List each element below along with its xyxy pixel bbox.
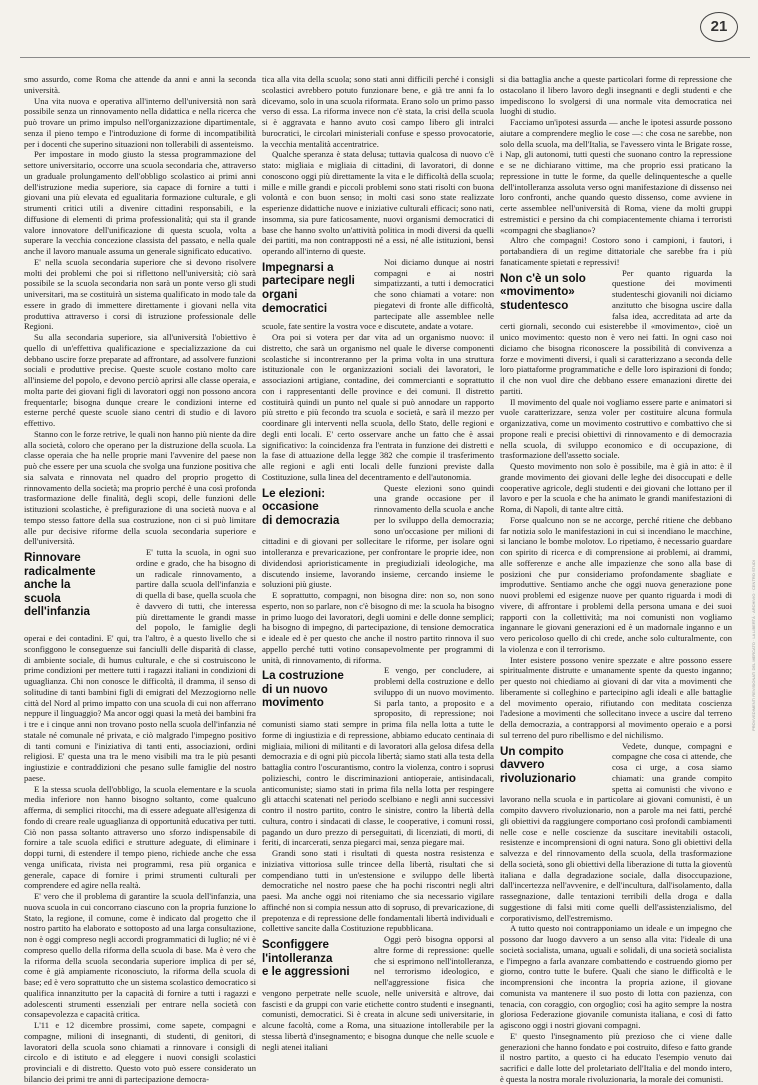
heading-line: l'intolleranza	[262, 951, 333, 965]
heading-line: partecipare negli	[262, 274, 355, 288]
paragraph: Su alla secondaria superiore, sia all'università l'obiettivo è quello di un'effettiva qualificazione e specializzazione da cui debbano uscire forze preparate ad affrontare, ad assolvere funzioni sociali e produttive precise. Queste scuole costano molto care all'insieme del popolo, e devono perciò aprirsi alle classe operaia, e molta parte dei giovani figli di lavoratori oggi non possono ancora frequentarle; bisogna dunque creare le condizioni interne ed esterne perché queste scuole siano centri di studio e di lavoro effettivo.	[24, 332, 256, 428]
section-elezioni	[262, 483, 494, 666]
column-1	[24, 74, 256, 1084]
paragraph: A tutto questo noi contrapponiamo un ideale e un impegno che possono dar luogo davvero a un senso alla vita: l'ideale di una società socialista, umana, uguali e solidali, di una società socialista e l'impegno a farla avanzare combattendo e costruendo giorno per giorno, contro tutte le bufere. Quali che siano le difficoltà e le incomprensioni che incontra la propria azione, il giovane comunista va mantenere il suo posto di lotta con pazienza, con tenacia, con coraggio, con orgoglio; così ha agito sempre la nostra gloriosa Federazione giovanile comunista italiana, e così di fatto agiscono oggi i nostri giovani compagni.	[500, 923, 732, 1030]
paragraph: smo assurdo, come Roma che attende da anni e anni la seconda università.	[24, 74, 256, 95]
heading-line: La costruzione	[262, 669, 344, 683]
section-intolleranza	[262, 934, 494, 1052]
paragraph: Queste elezioni sono quindi una grande occasione per il rinnovamento della scuola e anche per lo sviluppo della democrazia; sono un'occasione per milioni di cittadini e di giovani per sollecitare le riforme, per isolare ogni intolleranza e prevaricazione, per confrontare le proprie idee, non dividendosi aprioristicamente in pregiudiziali ideologiche, ma discutendo insieme, lavorando insieme, cercando insieme le soluzioni più giuste.	[262, 482, 494, 590]
paragraph: Grandi sono stati i risultati di questa nostra resistenza e iniziativa vittoriosa sulle trincee della libertà, risultati che si compendiano tutti in un'estensione e sviluppo delle libertà democratiche nel nostro paese che ha pochi riscontri negli altri paesi. Ma anche oggi noi riteniamo che sia necessario vigilare affinché non si compia nessun atto di sopruso, di prevaricazione, di prepotenza e di repressione delle fondamentali libertà individuali e collettive sancite dalla Costituzione repubblicana.	[262, 848, 494, 934]
paragraph: E' nella scuola secondaria superiore che si devono risolvere molti dei problemi che poi si riflettono nell'università; ciò sarà possibile se la scuola secondaria non sarà un ponte verso gli studi universitari, ma se costituirà un sistema qualificato in modo tale da essere in grado di immettere direttamente i giovani nella vita produttiva attraverso i corsi di istruzione professionale delle Regioni.	[24, 256, 256, 332]
paragraph: Altro che compagni! Costoro sono i campioni, i fautori, i portabandiera di un regime dittatoriale che sarebbe fra i più fanaticamente spietati e repressivi!	[500, 235, 732, 267]
page-number: 21	[700, 12, 738, 42]
paragraph: si dia battaglia anche a queste particolari forme di repressione che ostacolano il libero lavoro degli insegnanti e degli studenti e che impediscono lo svolgersi di una normale vita democratica nei luoghi di studio.	[500, 74, 732, 117]
section-heading	[262, 669, 364, 710]
paragraph: E soprattutto, compagni, non bisogna dire: non so, non sono esperto, non so parlare, non c'è bisogno di me: la scuola ha bisogno in primo luogo dei lavoratori, degli uomini e delle donne semplici; ha bisogno di impegno, di partecipazione, di tensione democratica e ideale ed è per questo che anche il nostro partito rinnova il suo appello perché tutti votino consapevolmente per programmi di unità, di rinnovamento, di riforma.	[262, 590, 494, 665]
section-heading	[24, 551, 126, 619]
section-infanzia	[24, 547, 256, 1085]
paragraph: Ora poi si votera per dar vita ad un organismo nuovo: il distretto, che sarà un organismo nel quale le diverse componenti scolastiche si incontreranno per la prima volta in una struttura istituzionale con le organizzazioni sociali dei lavoratori, le associazioni artigiane, contadine, dei commercianti e soprattutto con i rappresentanti delle province e dei comuni. Il distretto costituirà quindi un punto nel quale si può annodare un rapporto più stretto e più fecondo tra scuola e società, e sarà il mezzo per coordinare gli interventi nella scuola, dello Stato, delle regioni e degli enti locali. E' certo osservare anche un fatto che è assai significativo: la coincidenza fra l'entrata in funzione dei distretti e la fase di attuazione della legge 382 che compie il trasferimento alle regioni e agli enti locali delle funzioni previste dalla Costituzione, sulla linea del decentramento e dell'autonomia.	[262, 332, 494, 482]
paragraph: Noi diciamo dunque ai nostri compagni e ai nostri simpatizzanti, a tutti i democratici che sono chiamati a votare: non piegatevi di fronte alle difficoltà, partecipate alle assemblee nelle scuole, fate sentire la vostra voce e discutete, andate a votare.	[262, 256, 494, 332]
paragraph: Inter esistere possono venire spezzate e altre possono essere spiritualmente distrutte e umanamente spente da questo inganno; per questo noi chiediamo ai giovani di dar vita a movimenti che liberamente si colleghino e partecipino agli ideali e alle battaglie del movimento operaio, rifiutando con meditata coscienza l'adesione a movimenti che sollecitano invece a uscire dal terreno della democrazia, a contrapporsi al movimento operaio e a porsi sul terreno del puro ribellismo e del nichilismo.	[500, 654, 732, 740]
section-heading	[262, 938, 364, 979]
paragraph: E' questo l'insegnamento più prezioso che ci viene dalle generazioni che hanno fondato e poi costruito, difeso e fatto grande il nostro partito, a questo ci ha educato l'esempio venuto dai sacrifici e dalle lotte del proletariato dell'Italia e del mondo intero, è questa la nostra morale rivoluzionaria, la morale dei comunisti.	[500, 1030, 732, 1084]
section-compito-rivoluzionario	[500, 741, 732, 1085]
paragraph: E' tutta la scuola, in ogni suo ordine e grado, che ha bisogno di un radicale rinnovamento, a partire dalla scuola dell'infanzia e di quella di base, quella scuola che è davvero di tutti, che interessa più direttamente le grandi masse del popolo, le famiglie degli operai e dei contadini. E' qui, tra l'altro, è a questo livello che si sconfiggono le conseguenze sui fanciulli delle disparità di classe, di ambiente sociale, di humus culturale, e che si costruiscono le prime condizioni per mettere tutti i ragazzi italiani in condizioni di uguaglianza. Chi non conosce le difficoltà, il dramma, il senso di solitudine di tanti bambini figli di emigrati del Mezzogiorno nelle città del Nord al primo impatto con una scuola di cui non afferrano neppure il linguaggio? Ma ancor oggi quasi la metà dei bambini fra i tre e i cinque anni non trovano posto nella scuola dell'infanzia né statale né comunale né privata, e ciò malgrado l'impegno positivo di tanti comuni e l'iniziativa di tanti enti, associazioni, ordini religiosi. E' questa una tra le meno visibili ma tra le più pesanti ingiustizie e contraddizioni che pesano sulle famiglie del nostro paese.	[24, 547, 256, 783]
heading-line: movimento	[262, 696, 324, 710]
section-heading	[500, 272, 602, 313]
paragraph: E' vero che il problema di garantire la scuola dell'infanzia, una nuova scuola in cui concorrano ciascuno con la propria funzione lo Stato, la regione, il comune, come è indicato dal progetto che il nostro partito ha elaborato e sottoposto ad una larga consultazione, non è oggi compreso negli accordi programmatici di luglio; né vi è compreso quello della riforma della scuola di base. Ma è vero che la riforma della scuola secondaria superiore implica di per sé, come è già ampiamente riconosciuto, la riforma della scuola di base; ed è vero soprattutto che un sistema scolastico democratico si qualifica innanzitutto per la capacità di fornire a tutti i ragazzi e adolescenti strumenti essenziali per entrare nella società con consapevolezza e capacità critica.	[24, 891, 256, 1020]
section-nuovo-movimento	[262, 665, 494, 934]
heading-line: Non c'è un solo	[500, 271, 586, 285]
heading-line: di un nuovo	[262, 682, 328, 696]
paragraph: Questo movimento non solo è possibile, ma è già in atto: è il grande movimento dei giovani delle leghe dei disoccupati e delle cooperative agricole, degli studenti e dei giovani che lottano per il lavoro e per la scuola e che ha animato le grandi manifestazioni di Roma, di Napoli, di tante altre città.	[500, 461, 732, 514]
heading-line: Un compito	[500, 744, 564, 758]
heading-line: Rinnovare	[24, 551, 81, 564]
paragraph: Il movimento del quale noi vogliamo essere parte e animatori si vuole caratterizzare, senza voler per costituire alcuna formula organizzativa, come un movimento costruttivo e combattivo che si propone reali e precisi obiettivi di rinnovamento e di democrazia nella scuola, di sviluppo economico e di occupazione, di trasformazione dell'assetto sociale.	[500, 396, 732, 461]
paragraph: Forse qualcuno non se ne accorge, perché ritiene che debbano far notizia solo le manifestazioni in cui si incendiano le macchine, si lanciano le bombe molotov. Lo ripetiamo, è necessario guardare con spirito di ricerca e di comprensione ai problemi, ai drammi, alle sofferenze e anche alle impazienze che sono alla base di posizioni che pur consideriamo profondamente sbagliate e improduttive. Sentiamo anche che oggi nuova generazione pone nuovi problemi ed esigenze nuove per quanto riguarda i modi di vivere, di affrontare i problemi della persona umana e dei suoi rapporti con la collettività; ma noi comunisti non vogliamo ingannare le giovani generazioni ed è un madornale inganno e un vero pericoloso quello di chi crede, anche solo culturalmente, con la violenza e con il terrorismo.	[500, 514, 732, 654]
section-heading	[500, 745, 602, 786]
heading-line: studentesco	[500, 298, 569, 312]
column-3	[500, 74, 732, 1084]
column-2	[262, 74, 494, 1070]
paragraph: Facciamo un'ipotesi assurda — anche le ipotesi assurde possono aiutare a comprendere meglio le cose —: che cosa ne sarebbe, non solo della scuola, ma dell'Italia, se l'avessero vinta le Brigate rosse, i Nap, gli autonomi, tutti questi che suonano contro la repressione e se ne dichiarano vittime, ma che proprio essi praticano la repressione in tutte le forme, da quelle delinquentesche a quelle dell'intolleranza assoluta verso ogni manifestazione di dissenso nei loro confronti, anche quando questo dissenso, come avviene in certe assemblee nell'università di Roma, viene da molti gruppi estremistici e persino da chi compiacentemente chiama i terroristi «compagni che sbagliano»?	[500, 117, 732, 235]
paragraph: Oggi però bisogna opporsi al altre forme di repressione: quelle che si esprimono nell'intolleranza, nel terrorismo ideologico, e nell'aggressione fisica che vengono perpetrate nelle scuole, nelle università e altrove, dai fascisti e da gruppi con varie etichette contro studenti e insegnanti, comunisti, democratici. Si è creata in alcune sedi universitarie, in alcune facoltà, come a Roma, una situazione intollerabile per la stessa libertà d'insegnamento; e bisogna dunque che nelle scuole e negli atenei italiani	[262, 934, 494, 1052]
paragraph: Vedete, dunque, compagni e compagne che cosa ci attende, che cosa ci urge, a cosa siamo chiamati: una grande compito spetta ai comunisti che vivono e lavorano nella scuola e in particolare ai giovani comunisti, è un compito davvero rivoluzionario, non a parole ma nei fatti, perché gli obiettivi da raggiungere comportano così profondi cambiamenti nelle cose e nelle coscienze da suscitare inevitabili ostacoli, resistenze e incomprensioni di ogni natura. Sono gli obiettivi della salvezza e del rinnovamento della scuola, della trasformazione della società, sono gli obiettivi della liberazione di tutta la gioventù italiana e dalla degradazione sociale, dalla disoccupazione, dall'incertezza nell'avvenire, e dell'incultura, dall'isolamento, dalla rassegnazione, dalle tentazioni terribili della droga e dalla suggestione di falsi miti come quelli dell'assistenzialismo, del corporativismo, dell'estremismo.	[500, 740, 732, 923]
heading-line: «movimento»	[500, 285, 575, 299]
heading-line: Sconfiggere	[262, 938, 329, 951]
heading-line: radicalmente anche la	[24, 564, 96, 592]
heading-line: Impegnarsi a	[262, 260, 334, 274]
heading-line: Le elezioni:	[262, 486, 326, 500]
paragraph: Stanno con le forze retrive, le quali non hanno più niente da dire alla società, coloro che operano per la distruzione della scuola. La classe operaia che ha nelle proprie mani l'avvenire del paese non può che essere per una scuola che svolga una funzione positiva che sia salvata e rinnovata nel quadro del proprio progetto di rinnovamento della società; ma proprio perché è una così profonda trasformazione delle finalità, degli scopi, delle funzioni delle istituzioni scolastiche, è prefigurazione di una società nuova e al tempo stesso fattore della sua costruzione, non ci si può limitare alle pur decisive riforme della scuola secondaria superiore e dell'università.	[24, 428, 256, 547]
paragraph: E la stessa scuola dell'obbligo, la scuola elementare e la scuola media inferiore non hanno bisogno soltanto, come qualcuno afferma, di semplici ritocchi, ma di essere adeguate all'esigenza di fondo di creare reale uguaglianza di opportunità educativa per tutti. Ciò non passa soltanto attraverso uno sforzo indispensabile di fornire a tale scuola edifici e strutture adeguate, di eliminare i doppi turni, di estendere il tempo pieno, richiede anche che essa venga unificata, rivista nei programmi, resa più organica e generale, capace di fornire i primi strumenti culturali per comprendere ed agire nella realtà.	[24, 783, 256, 891]
paragraph: tica alla vita della scuola; sono stati anni difficili perché i consigli scolastici avrebbero potuto funzionare bene, e già tre anni fa lo dicevamo, solo in una scuola riformata. Erano solo un primo passo verso di essa. La riforma invece non c'è stata, la crisi della scuola si è aggravata e hanno avuto così campo libero gli intralci burocratici, le circolari ministeriali confuse e spesso provocatorie, la vecchia mentalità accentratrice.	[262, 74, 494, 149]
heading-line: di democrazia	[262, 513, 340, 527]
heading-line: organi democratici	[262, 287, 328, 315]
section-organi-democratici	[262, 257, 494, 483]
heading-line: rivoluzionario	[500, 771, 577, 785]
section-heading	[262, 261, 364, 315]
heading-line: occasione	[262, 500, 319, 514]
section-heading	[262, 487, 364, 528]
header-rule	[20, 57, 750, 58]
paragraph: Per impostare in modo giusto la stessa programmazione del settore universitario, occorre una scuola secondaria che, attraverso un graduale prolungamento dell'obbligo scolastico ai primi anni dell'istruzione media superiore, sia capace di fornire a tutti i giovani una più elevata ed egualitaria formazione culturale, e gli strumenti critici utili a divenire cittadini responsabili, e la diffusione di elementi di prima professionalità; qui sta il grande valore innovatore dell'unificazione di questa scuola, volta a superare la vecchia concezione classista del passato, e nella quale anche il lavoro manuale assuma un generale significato educativo.	[24, 149, 256, 256]
section-movimento-studentesco	[500, 268, 732, 741]
paragraph: E vengo, per concludere, ai problemi della costruzione e dello sviluppo di un nuovo movimento. Si parla tanto, a proposito e a sproposito, di repressione; noi comunisti siamo stati sempre in prima fila nella lotta a tutte le forme di ingiustizia e di repressione, abbiamo educato centinaia di migliaia, milioni di militanti e di lavoratori alla gelosa difesa della democrazia e di ogni più piccola libertà; siamo stati alla testa della battaglia contro l'oscurantismo, contro la violenza, contro i soprusi polizieschi, contro le discriminazioni antioperaie, antisindacali, anticomuniste; siamo stati in prima fila nella lotta per respingere gli attacchi scatenati nel periodo scelbiano e negli anni successivi contro il nostro partito, contro le sinistre, contro la libertà della cultura, contro i sindacati di classe, le cooperative, i comuni rossi, pagando un duro prezzo di perseguitati, di licenziati, di morti, di feriti, di incarcerati, senza piegarci mai, senza piegare mai.	[262, 665, 494, 848]
paragraph: L'11 e 12 dicembre prossimi, come sapete, compagni e compagne, milioni di insegnanti, di studenti, di genitori, di lavoratori della scuola sono chiamati a rinnovare i consigli di circolo e di istituto e ad eleggere i nuovi consigli scolastici provinciali e di distretto. Questo voto può essere considerato un bilancio dei primi tre anni di partecipazione democra-	[24, 1020, 256, 1084]
paragraph: Per quanto riguarda la questione dei movimenti studenteschi giovanili noi diciamo anzitutto che bisogna uscire dalla falsa idea, accreditata ad arte da certi giornali, secondo cui esisterebbe il «movimento», cioè un unico movimento: questo non è vero nei fatti. In ogni caso noi diciamo che bisogna riconoscere la possibilità di convivenza a forze e movimenti diversi, i quali si caratterizzano a seconda delle loro piattaforme programmatiche e delle loro ispirazioni di fondo; il che non vuol dire che debbano essere emanazioni dirette dei partiti.	[500, 267, 732, 396]
heading-line: scuola dell'infanzia	[24, 591, 90, 619]
paragraph: Qualche speranza è stata delusa; tuttavia qualcosa di nuovo c'è stato: migliaia e migliaia di cittadini, di lavoratori, di donne conoscono oggi più direttamente la vita e le difficoltà della scuola; mille e mille grandi e piccoli problemi sono stati risolti con buona volontà e con buon senso; in molti casi sono state realizzate esperienze didattiche nuove e iniziative culturali efficaci; sono nati, insomma, sia pure faticosamente, nuovi organismi democratici di base che hanno svolto un'attività politica in modi diversi da quelli dei partiti, ma non contrapposti né a essi, né alle istituzioni, bensì operando all'interno di queste.	[262, 149, 495, 256]
paragraph: Una vita nuova e operativa all'interno dell'università non sarà possibile senza un rinnovamento nella didattica e nella ricerca che può trovare un primo impulso nell'organizzazione dipartimentale, senza il pieno tempo e l'introduzione di forme di incompatibilità per i docenti che superino situazioni non tollerabili di assenteismo.	[24, 95, 256, 149]
heading-line: e le aggressioni	[262, 965, 350, 979]
margin-note: PROVVEDIMENTI REVISIONATI DEL MERCATO · LA LIBERTÀ · ARCHIVIO · CENTRO STUDI	[751, 560, 756, 731]
heading-line: davvero	[500, 758, 545, 772]
